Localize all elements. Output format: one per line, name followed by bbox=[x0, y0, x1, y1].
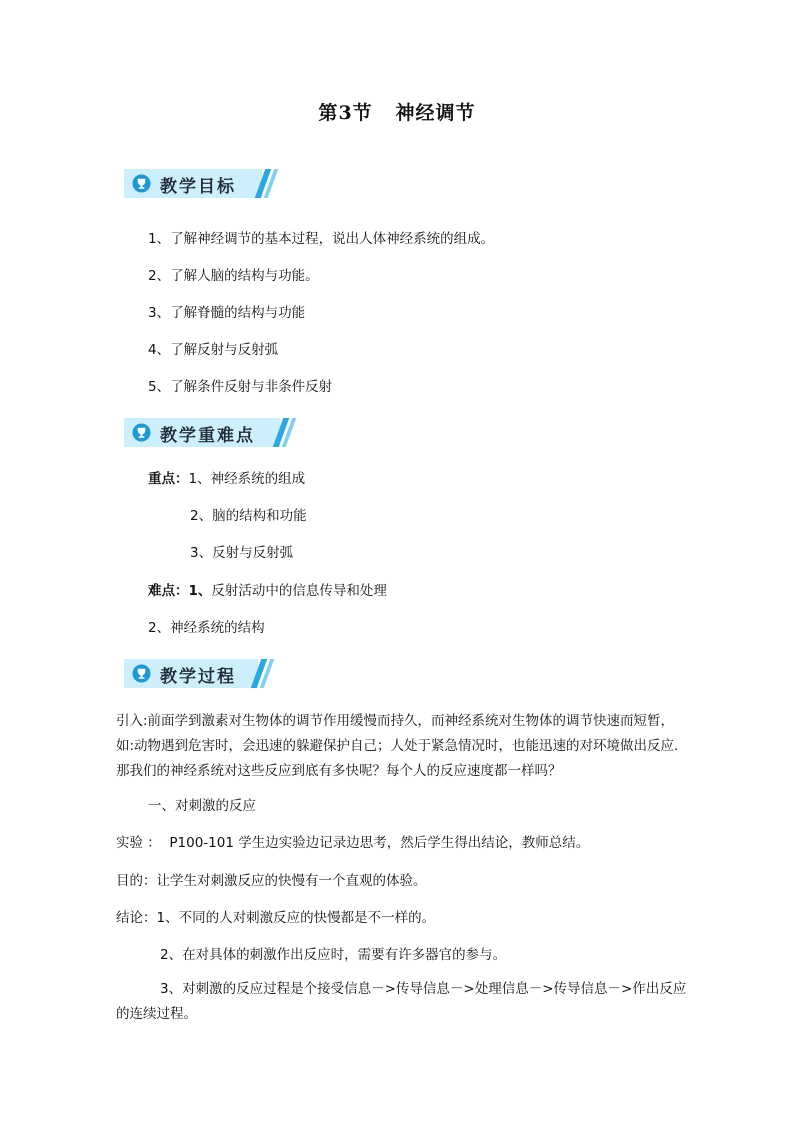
objective-item: 3、了解脊髓的结构与功能 bbox=[148, 305, 306, 321]
section-banner-key-points bbox=[124, 418, 292, 447]
difficulty-number: 1、 bbox=[188, 583, 212, 599]
trophy-icon bbox=[132, 664, 151, 683]
title-number: 3 bbox=[338, 102, 353, 124]
key-point-item: 1、神经系统的组成 bbox=[188, 471, 306, 487]
page-title bbox=[0, 98, 794, 125]
trophy-icon bbox=[132, 423, 151, 442]
section-label: 教学重难点 bbox=[160, 426, 255, 446]
title-prefix: 第 bbox=[318, 102, 339, 124]
section-banner-objectives bbox=[124, 169, 274, 198]
key-point-item: 3、反射与反射弧 bbox=[190, 545, 294, 561]
difficulty-item: 2、神经系统的结构 bbox=[148, 620, 265, 636]
key-point-label: 重点： bbox=[148, 471, 189, 487]
difficulty-item: 反射活动中的信息传导和处理 bbox=[211, 583, 387, 599]
conclusion-line: 结论：1、不同的人对刺激反应的快慢都是不一样的。 bbox=[116, 910, 436, 926]
objective-item: 4、了解反射与反射弧 bbox=[148, 342, 279, 358]
trophy-icon bbox=[132, 174, 151, 193]
section-label: 教学过程 bbox=[160, 667, 236, 687]
process-heading: 一、对刺激的反应 bbox=[148, 798, 256, 814]
objective-item: 2、了解人脑的结构与功能。 bbox=[148, 268, 319, 284]
title-suffix: 节 bbox=[352, 102, 373, 124]
conclusion-paragraph: 3、对刺激的反应过程是个接受信息－>传导信息－>处理信息－>传导信息－>作出反应的连续过程。 bbox=[116, 981, 687, 1022]
section-banner-process bbox=[124, 659, 270, 688]
section-label: 教学目标 bbox=[160, 177, 236, 197]
objective-item: 1、了解神经调节的基本过程，说出人体神经系统的组成。 bbox=[148, 231, 495, 247]
experiment-line: 实验 ： P100-101 学生边实验边记录边思考，然后学生得出结论，教师总结。 bbox=[116, 835, 590, 851]
key-point-line bbox=[148, 469, 305, 489]
key-point-item: 2、脑的结构和功能 bbox=[190, 508, 307, 524]
difficulty-line bbox=[148, 581, 387, 601]
objective-item: 5、了解条件反射与非条件反射 bbox=[148, 379, 333, 395]
difficulty-label: 难点： bbox=[148, 583, 189, 599]
conclusion-line: 2、在对具体的刺激作出反应时，需要有许多器官的参与。 bbox=[160, 947, 507, 963]
purpose-line: 目的：让学生对刺激反应的快慢有一个直观的体验。 bbox=[116, 873, 427, 889]
title-name: 神经调节 bbox=[395, 102, 476, 124]
intro-paragraph: 引入:前面学到激素对生物体的调节作用缓慢而持久，而神经系统对生物体的调节快速而短暂，如:动物遇到危害时，会迅速的躲避保护自己；人处于紧急情况时，也能迅速的对环境做出反应.那我们的神经系统对这些反应到底有多快呢？每个人的反应速度都一样吗？ bbox=[116, 713, 679, 779]
